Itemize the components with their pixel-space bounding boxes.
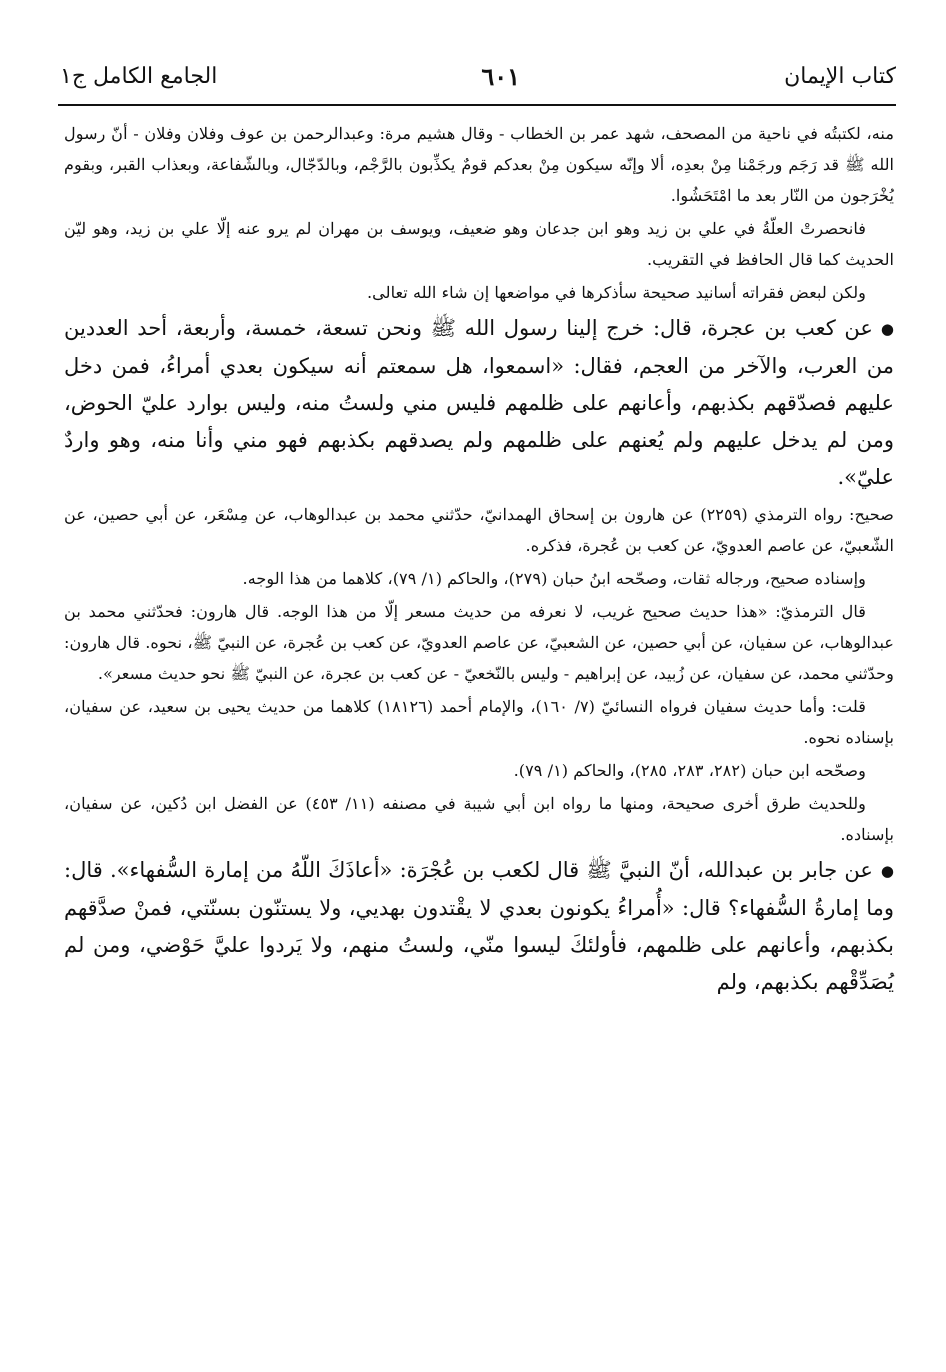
paragraph-text: صحيح: رواه الترمذي (٢٢٥٩) عن هارون بن إسحاق الهمدانيّ، حدّثني محمد بن عبدالوهاب، عن مِسْعَر، عن أبي حصين، عن الشّعبيّ، عن عاصم العدويّ، عن كعب بن عُجرة، فذكره. [64, 505, 894, 555]
paragraph-5 [64, 499, 894, 561]
header-volume-title: الجامع الكامل ج١ [60, 64, 218, 89]
page-header [60, 58, 896, 96]
paragraph-10 [64, 788, 894, 850]
bullet-icon: ● [880, 862, 894, 880]
header-book-title: كتاب الإيمان [784, 64, 896, 89]
paragraph-text: وللحديث طرق أخرى صحيحة، ومنها ما رواه ابن أبي شيبة في مصنفه (١١/ ٤٥٣) عن الفضل ابن دُكين، عن سفيان، بإسناده. [64, 794, 894, 844]
page-body [64, 118, 894, 1004]
paragraph-1 [64, 118, 894, 211]
paragraph-text: قلت: وأما حديث سفيان فرواه النسائيّ (٧/ ١٦٠)، والإمام أحمد (١٨١٢٦) كلاهما من حديث يحيى بن سعيد، عن سفيان، بإسناده نحوه. [64, 697, 894, 747]
hadith-paragraph-1 [64, 310, 894, 496]
bullet-icon: ● [880, 320, 894, 338]
paragraph-3 [64, 277, 894, 308]
hadith-text: عن جابر بن عبدالله، أنّ النبيَّ ﷺ قال لكعب بن عُجْرَة: «أعاذَكَ اللّهُ من إمارة السُّفهاء». قال: وما إمارةُ السُّفهاء؟ قال: «أُمراءُ يكونون بعدي لا يقْتدون بهديي، ولا يستنّون بسنّتي، فمنْ صدَّقهم بكذبهم، وأعانهم على ظلمهم، فأولئكَ ليسوا منّي، ولستُ منهم، ولا يَردوا عليَّ حَوْضي، ومن لم يُصَدِّقْهم بكذبهم، ولم [64, 858, 894, 994]
paragraph-text: قال الترمذيّ: «هذا حديث صحيح غريب، لا نعرفه من حديث مسعر إلّا من هذا الوجه. قال هارون: فحدّثني محمد بن عبدالوهاب، عن سفيان، عن أبي حصين، عن الشعبيّ، عن عاصم العدويّ، عن كعب بن عُجرة، عن النبيّ ﷺ، نحوه. قال هارون: وحدّثني محمد، عن سفيان، عن زُبيد، عن إبراهيم - وليس بالنّخعيّ - عن كعب بن عجرة، عن النبيّ ﷺ نحو حديث مسعر». [64, 602, 894, 683]
hadith-text: عن كعب بن عجرة، قال: خرج إلينا رسول الله ﷺ ونحن تسعة، خمسة، وأربعة، أحد العددين من العرب، والآخر من العجم، فقال: «اسمعوا، هل سمعتم أنه سيكون بعدي أمراءُ، فمن دخل عليهم فصدّقهم بكذبهم، وأعانهم على ظلمهم فليس مني ولستُ منه، وليس بوارد عليّ الحوض، ومن لم يدخل عليهم ولم يُعنهم على ظلمهم ولم يصدقهم بكذبهم فهو مني وأنا منه، وهو واردٌ عليّ». [64, 316, 894, 489]
page-number: ٦٠١ [481, 62, 521, 91]
paragraph-text: وإسناده صحيح، ورجاله ثقات، وصحّحه ابنُ حبان (٢٧٩)، والحاكم (١/ ٧٩)، كلاهما من هذا الوجه. [242, 569, 866, 588]
paragraph-7 [64, 596, 894, 689]
hadith-paragraph-2 [64, 852, 894, 1001]
paragraph-9 [64, 755, 894, 786]
paragraph-8 [64, 691, 894, 753]
paragraph-text: ولكن لبعض فقراته أسانيد صحيحة سأذكرها في مواضعها إن شاء الله تعالى. [367, 283, 866, 302]
paragraph-6 [64, 563, 894, 594]
paragraph-text: فانحصرتْ العلّةُ في علي بن زيد وهو ابن جدعان وهو ضعيف، ويوسف بن مهران لم يرو عنه إلّا علي بن زيد، وهو ليّن الحديث كما قال الحافظ في التقريب. [64, 219, 894, 269]
paragraph-text: منه، لكتبتُه في ناحية من المصحف، شهد عمر بن الخطاب - وقال هشيم مرة: وعبدالرحمن بن عوف وفلان وفلان - أنّ رسول الله ﷺ قد رَجَم ورجَمْنا مِنْ بعدِه، ألا وإنّه سيكون مِنْ بعدكم قومٌ يكذِّبون بالرَّجْم، وبالدّجّال، وبالشّفاعة، وبعذاب القبر، وبقوم يُخْرَجون من النّار بعد ما امْتَحَشُوا. [64, 124, 894, 205]
header-divider [58, 104, 896, 106]
paragraph-text: وصحّحه ابن حبان (٢٨٢، ٢٨٣، ٢٨٥)، والحاكم (١/ ٧٩). [513, 761, 866, 780]
paragraph-2 [64, 213, 894, 275]
